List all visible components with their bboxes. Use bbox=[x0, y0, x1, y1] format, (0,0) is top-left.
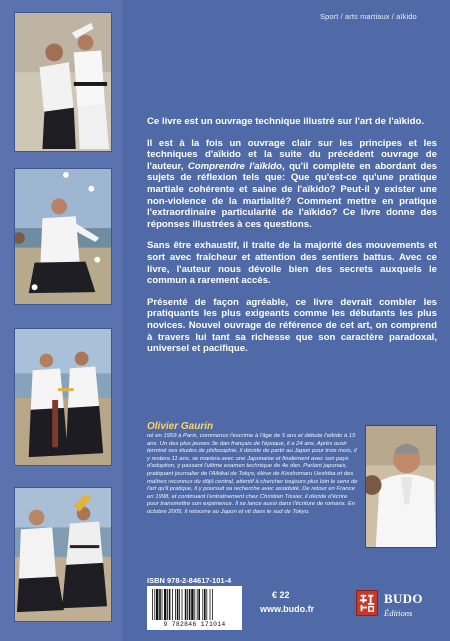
publisher bbox=[384, 591, 423, 618]
author-portrait bbox=[365, 425, 437, 548]
publisher-website: www.budo.fr bbox=[260, 604, 315, 614]
barcode-digits: 9 782846 171014 bbox=[163, 621, 226, 628]
photo-kneeling-technique bbox=[14, 487, 112, 622]
description-p1-start: Il est à la fois un ouvrage clair sur les principes et les techniques d'aïkido et la suite du précédent ouvrage de l'auteur, bbox=[147, 137, 437, 172]
publisher-subtitle: Éditions bbox=[384, 608, 413, 618]
author-name: Olivier Gaurin bbox=[147, 421, 214, 432]
author-bio: né en 1959 à Paris, commence l'escrime à l'âge de 5 ans et débute l'aïkido à 15 ans. Un des plus jeunes 3e dan français de l'époque, il a 24 ans. Après avoir terminé ses études de philosophie, il décide de partir au Japon pour trois mois, il y restera 11 ans, se mariera avec une Japonaise et finalement avec son pays d'adoption, y passant l'ultime examen technique de 4e dan. Parlant japonais, pratiquant journalier de l'Aïkikai de Tokyo, élève de Kisshomaru Ueshiba et des maîtres reconnus du dôjô central, attentif à chercher toujours plus loin le sens de l'art qu'il pratique, il y poursuit sa recherche avec assiduité. De retour en France en 1998, et continuant l'entraînement chez Christian Tissier, il décide d'écrire pour transmettre son expérience. Il se lance aussi dans l'écriture de romans. En octobre 2005, il retourne au Japon et vit dans le sud de Tokyo. bbox=[147, 433, 358, 515]
book-description bbox=[147, 116, 437, 365]
photo-seated-technique bbox=[14, 168, 112, 305]
description-lead: Ce livre est un ouvrage technique illustré sur l'art de l'aïkido. bbox=[147, 116, 424, 127]
publisher-logo bbox=[356, 590, 378, 616]
barcode-bars bbox=[151, 589, 238, 620]
book-category: Sport / arts martiaux / aïkido bbox=[320, 12, 417, 21]
description-paragraph-3: Présenté de façon agréable, ce livre devrait combler les pratiquants les plus exigeants comme les débutants les plus novices. Nouvel ouvrage de référence de cet art, on comprend à travers lui tant sa richesse que son caractère paradoxal, universel et pacifique. bbox=[147, 296, 437, 355]
previous-book-title: Comprendre l'aïkido bbox=[187, 160, 282, 172]
description-paragraph-2: Sans être exhaustif, il traite de la majorité des mouvements et sort avec fraîcheur et attention des sentiers battus. Avec ce livre, l'auteur nous dévoile bien des secrets auxquels le commun a rarement accès. bbox=[147, 240, 437, 287]
photo-beach-technique bbox=[14, 328, 112, 466]
photo-aikido-throw bbox=[14, 12, 112, 152]
description-p1-end: , qu'il complète en abordant des sujets de réflexion tels que: Que qu'est-ce qu'une pratique martiale cohérente et saine de l'aïkido? Peut-il y exister une non-violence de la martialité? Comment mettre en pratique l'extraordinaire particularité de l'aïkido? Ce livre donne des réponses illustrées à ces questions. bbox=[147, 160, 438, 230]
publisher-name: BUDO bbox=[384, 591, 423, 606]
price: € 22 bbox=[272, 590, 290, 600]
isbn: ISBN 978-2-84617-101-4 bbox=[147, 576, 232, 585]
description-paragraph-1 bbox=[147, 138, 437, 231]
barcode bbox=[147, 586, 242, 630]
